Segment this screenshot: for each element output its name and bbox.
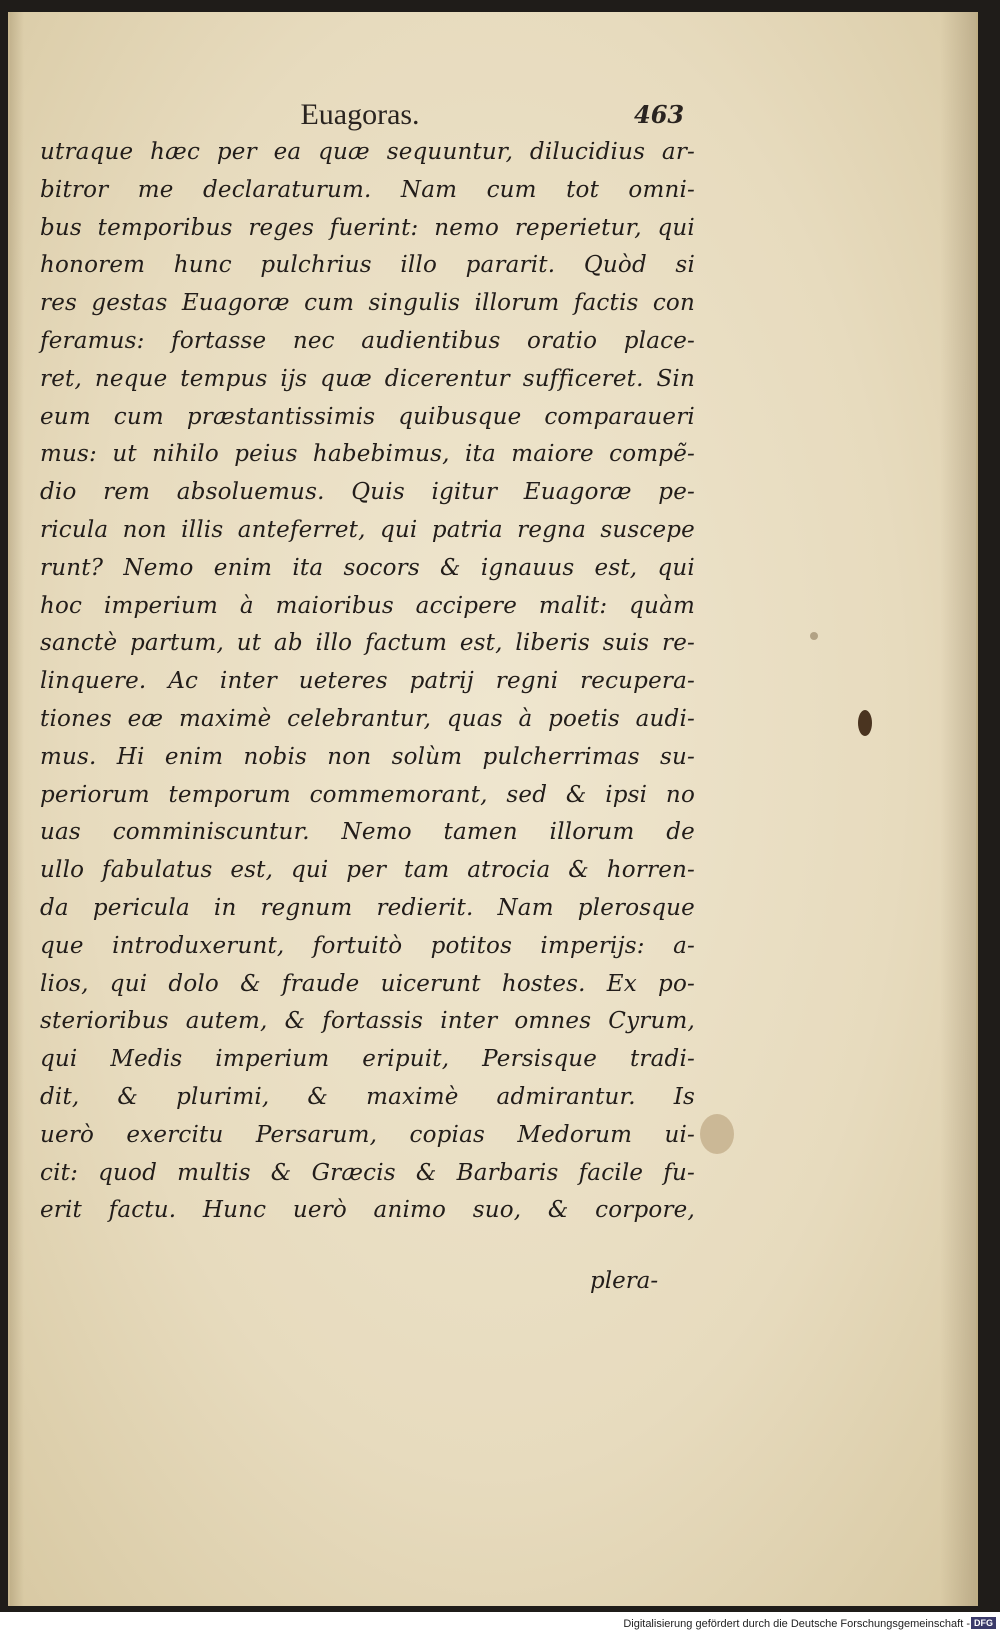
text-line: feramus: fortasse nec audientibus oratio place- xyxy=(40,327,695,354)
catchword: plera- xyxy=(590,1268,659,1294)
text-line: uerò exercitu Persarum, copias Medorum ui- xyxy=(40,1121,695,1148)
text-line: ricula non illis anteferret, qui patria regna suscepe xyxy=(40,516,695,543)
text-line: ullo fabulatus est, qui per tam atrocia & horren- xyxy=(40,857,695,884)
text-line: da pericula in regnum redierit. Nam plerosque xyxy=(40,894,695,921)
text-line: linquere. Ac inter ueteres patrij regni recupera- xyxy=(40,668,695,695)
text-line: mus. Hi enim nobis non solùm pulcherrimas su- xyxy=(40,743,695,770)
text-line: dio rem absoluemus. Quis igitur Euagoræ pe- xyxy=(40,479,695,506)
page-body-text xyxy=(40,134,695,1230)
text-line: mus: ut nihilo peius habebimus, ita maiore compẽ- xyxy=(40,441,695,468)
text-line: qui Medis imperium eripuit, Persisque tradi- xyxy=(40,1046,695,1073)
text-line: dit, & plurimi, & maximè admirantur. Is xyxy=(40,1083,695,1110)
text-line: ret, neque tempus ijs quæ dicerentur sufficeret. Sin xyxy=(40,365,695,392)
footer-credit: Digitalisierung gefördert durch die Deutsche Forschungsgemeinschaft - xyxy=(623,1618,970,1630)
ink-stain xyxy=(858,710,872,736)
page-edge-shadow xyxy=(10,12,24,1606)
text-line: periorum temporum commemorant, sed & ipsi no xyxy=(40,781,695,808)
text-line: eum cum præstantissimis quibusque comparaueri xyxy=(40,403,695,430)
text-line: uas comminiscuntur. Nemo tamen illorum de xyxy=(40,819,695,846)
text-line: sterioribus autem, & fortassis inter omnes Cyrum, xyxy=(40,1008,695,1035)
dfg-logo: DFG xyxy=(971,1617,996,1629)
text-line: hoc imperium à maioribus accipere malit: quàm xyxy=(40,592,695,619)
text-line: tiones eæ maximè celebrantur, quas à poetis audi- xyxy=(40,705,695,732)
text-line: utraque hæc per ea quæ sequuntur, dilucidius ar- xyxy=(40,139,695,165)
text-line: bitror me declaraturum. Nam cum tot omni- xyxy=(40,176,695,203)
text-line: lios, qui dolo & fraude uicerunt hostes. Ex po- xyxy=(40,970,695,997)
text-line: que introduxerunt, fortuitò potitos imperijs: a- xyxy=(40,932,695,959)
text-line: sanctè partum, ut ab illo factum est, liberis suis re- xyxy=(40,630,695,657)
page-gutter-shadow xyxy=(940,12,976,1606)
text-line: res gestas Euagoræ cum singulis illorum factis con xyxy=(40,290,695,317)
text-line: cit: quod multis & Græcis & Barbaris facile fu- xyxy=(40,1159,695,1186)
text-line: bus temporibus reges fuerint: nemo reperietur, qui xyxy=(40,214,695,241)
paper-spot xyxy=(810,632,818,640)
text-line: runt? Nemo enim ita socors & ignauus est, qui xyxy=(40,554,695,581)
text-line: honorem hunc pulchrius illo pararit. Quòd si xyxy=(40,252,695,279)
paper-stain xyxy=(700,1114,734,1154)
running-head-title: Euagoras. xyxy=(300,98,420,131)
text-line: erit factu. Hunc uerò animo suo, & corpore, xyxy=(40,1197,695,1224)
page-number: 463 xyxy=(634,100,685,129)
